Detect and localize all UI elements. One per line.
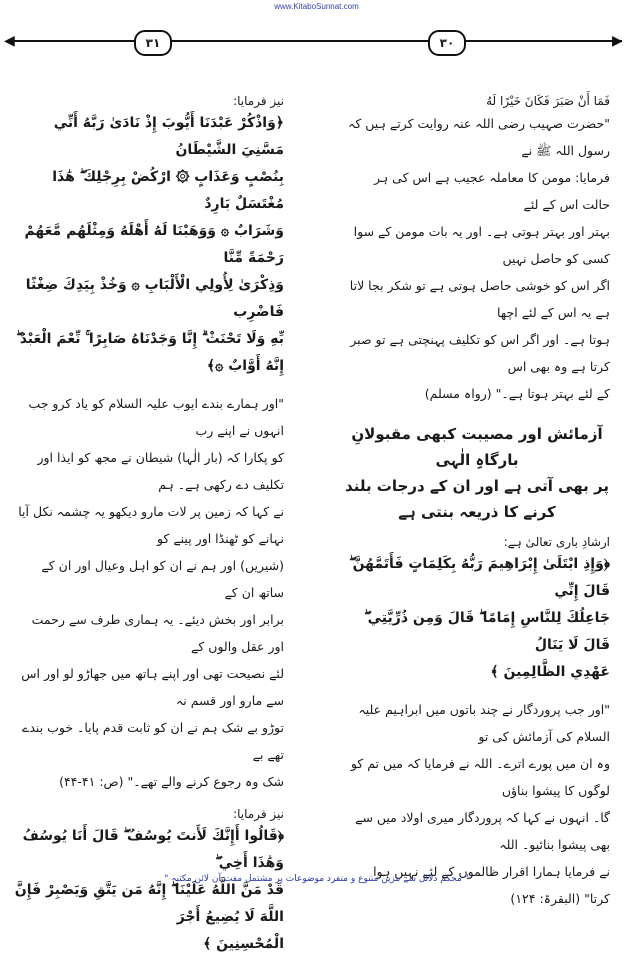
translation-line: کو پکارا کہ (بار الٰہا) شیطان نے مجھ کو ایذا اور تکلیف دے رکھی ہے۔ ہم <box>37 450 284 492</box>
translation-line: "اور جب پروردگار نے چند باتوں میں ابراہیم علیہ السلام کی آزمائش کی تو <box>358 702 610 744</box>
section-heading <box>344 421 610 525</box>
verse-intro: نیز فرمایا: <box>233 94 284 108</box>
quran-verse-line: ﴿وَاذْكُرْ عَبْدَنَا أَيُّوبَ إِذْ نَادَىٰ رَبَّهُ أَنِّي مَسَّنِيَ الشَّيْطَانُ <box>53 115 284 158</box>
arrow-right-icon: ▶ <box>612 33 623 49</box>
hadith-line: بہتر اور بہتر ہوتی ہے۔ اور یہ بات مومن کے سوا کسی کو حاصل نہیں <box>353 224 610 266</box>
translation-line: نے کہا کہ زمین پر لات مارو دیکھو یہ چشمہ نکل آیا نہانے کو ٹھنڈا اور پینے کو <box>18 504 284 546</box>
hadith-line: "حضرت صہیب رضی اللہ عنہ روایت کرتے ہیں کہ رسول اللہ ﷺ نے <box>348 116 610 158</box>
quran-verse-line: وَشَرَابٌ ۞ وَوَهَبْنَا لَهُ أَهْلَهُ وَمِثْلَهُم مَّعَهُمْ رَحْمَةً مِّنَّا <box>24 223 284 266</box>
quran-verse-line: بِنُصْبٍ وَعَذَابٍ ۞ ارْكُضْ بِرِجْلِكَ ۖ هَٰذَا مُغْتَسَلٌ بَارِدٌ <box>52 169 284 212</box>
quran-verse-line: جَاعِلُكَ لِلنَّاسِ إِمَامًا ۖ قَالَ وَمِن ذُرِّيَّتِي ۖ قَالَ لَا يَنَالُ <box>364 610 610 653</box>
quran-verse-line: عَهْدِي الظَّالِمِينَ ﴾ <box>490 664 610 680</box>
translation-line: (شیریں) اور ہم نے ان کو اہل وعیال اور ان کے ساتھ ان کے <box>41 558 284 600</box>
quran-verse-line: ﴿وَإِذِ ابْتَلَىٰ إِبْرَاهِيمَ رَبُّهُ بِكَلِمَاتٍ فَأَتَمَّهُنَّ ۖ قَالَ إِنِّي <box>349 556 610 599</box>
verse-intro: ارشادِ باری تعالیٰ ہے: <box>503 535 610 549</box>
spacer <box>344 686 610 696</box>
quran-verse-line: وَذِكْرَىٰ لِأُولِي الْأَلْبَابِ ۞ وَخُذْ بِيَدِكَ ضِغْثًا فَاضْرِب <box>25 277 284 320</box>
section-heading-line: آزمائش اور مصیبت کبھی مقبولانِ بارگاہِ الٰہی <box>351 425 603 469</box>
verse-intro: نیز فرمایا: <box>233 807 284 821</box>
quran-verse-line: الْمُحْسِنِينَ ﴾ <box>203 936 284 952</box>
translation-line: توڑو بے شک ہم نے ان کو ثابت قدم پایا۔ خوب بندے تھے بے <box>22 720 284 762</box>
page-number-right: ٣٠ <box>428 30 466 56</box>
translation-line: نے فرمایا ہمارا اقرار ظالموں کے لئے نہیں ہوا کرتا" (البقرۃ: ۱۲۴) <box>373 864 610 906</box>
arrow-left-icon: ◀ <box>4 33 15 49</box>
translation-line: لئے نصیحت تھی اور اپنے ہاتھ میں جھاڑو لو اور اس سے مارو اور قسم نہ <box>21 666 284 708</box>
page-number-left: ٣١ <box>134 30 172 56</box>
left-page-column <box>14 92 284 952</box>
translation-line: وہ ان میں پورے اترے۔ اللہ نے فرمایا کہ میں تم کو لوگوں کا پیشوا بناؤں <box>350 756 610 798</box>
translation-line: "اور ہمارے بندے ایوب علیہ السلام کو یاد کرو جب انہوں نے اپنے رب <box>28 396 284 438</box>
footer-tagline: " محکم دلائل سے مزین متنوع و منفرد موضوعات پر مشتمل مفت آن لائن مکتبہ " <box>164 874 469 884</box>
right-page-column <box>344 92 610 906</box>
hadith-line: اگر اس کو خوشی حاصل ہوتی ہے تو شکر بجا لاتا ہے یہ اس کے لئے اچھا <box>349 278 610 320</box>
spacer <box>14 795 284 805</box>
quran-verse-line: بِّهِ وَلَا تَحْنَثْ ۗ إِنَّا وَجَدْنَاهُ صَابِرًا ۚ نِّعْمَ الْعَبْدُ ۖ إِنَّهُ أَوَّابٌ ۞﴾ <box>16 331 284 374</box>
quran-verse-line: قَدْ مَنَّ اللَّهُ عَلَيْنَا ۖ إِنَّهُ مَن يَتَّقِ وَيَصْبِرْ فَإِنَّ اللَّهَ لَا يُضِيعُ أَجْرَ <box>14 882 284 925</box>
top-reference: فَمَا أَنْ صَبَرَ فَكَانَ خَيْرًا لَهُ <box>486 94 610 108</box>
section-heading-line: پر بھی آتی ہے اور ان کے درجات بلند کرنے کا ذریعہ بنتی ہے <box>345 477 609 521</box>
hadith-line: ہوتا ہے۔ اور اگر اس کو تکلیف پہنچتی ہے تو صبر کرتا ہے وہ بھی اس <box>350 332 610 374</box>
translation-line: شک وہ رجوع کرنے والے تھے۔" (ص: ۴۱-۴۴) <box>59 774 284 789</box>
hadith-line: کے لئے بہتر ہوتا ہے۔" (رواہ مسلم) <box>424 386 610 401</box>
website-url[interactable]: www.KitaboSunnat.com <box>274 2 359 11</box>
spacer <box>14 380 284 390</box>
quran-verse-line: ﴿قَالُوا أَإِنَّكَ لَأَنتَ يُوسُفُ ۖ قَالَ أَنَا يُوسُفُ وَهَٰذَا أَخِي ۖ <box>22 828 284 871</box>
translation-line: گا۔ انہوں نے کہا کہ پروردگار میری اولاد میں سے بھی پیشوا بنائیو۔ اللہ <box>355 810 610 852</box>
header-rule <box>14 40 622 42</box>
translation-line: برابر اور بخش دیئے۔ یہ ہماری طرف سے رحمت اور عقل والوں کے <box>31 612 284 654</box>
hadith-line: فرمایا: مومن کا معاملہ عجیب ہے اس کی ہر حالت اس کے لئے <box>373 170 610 212</box>
